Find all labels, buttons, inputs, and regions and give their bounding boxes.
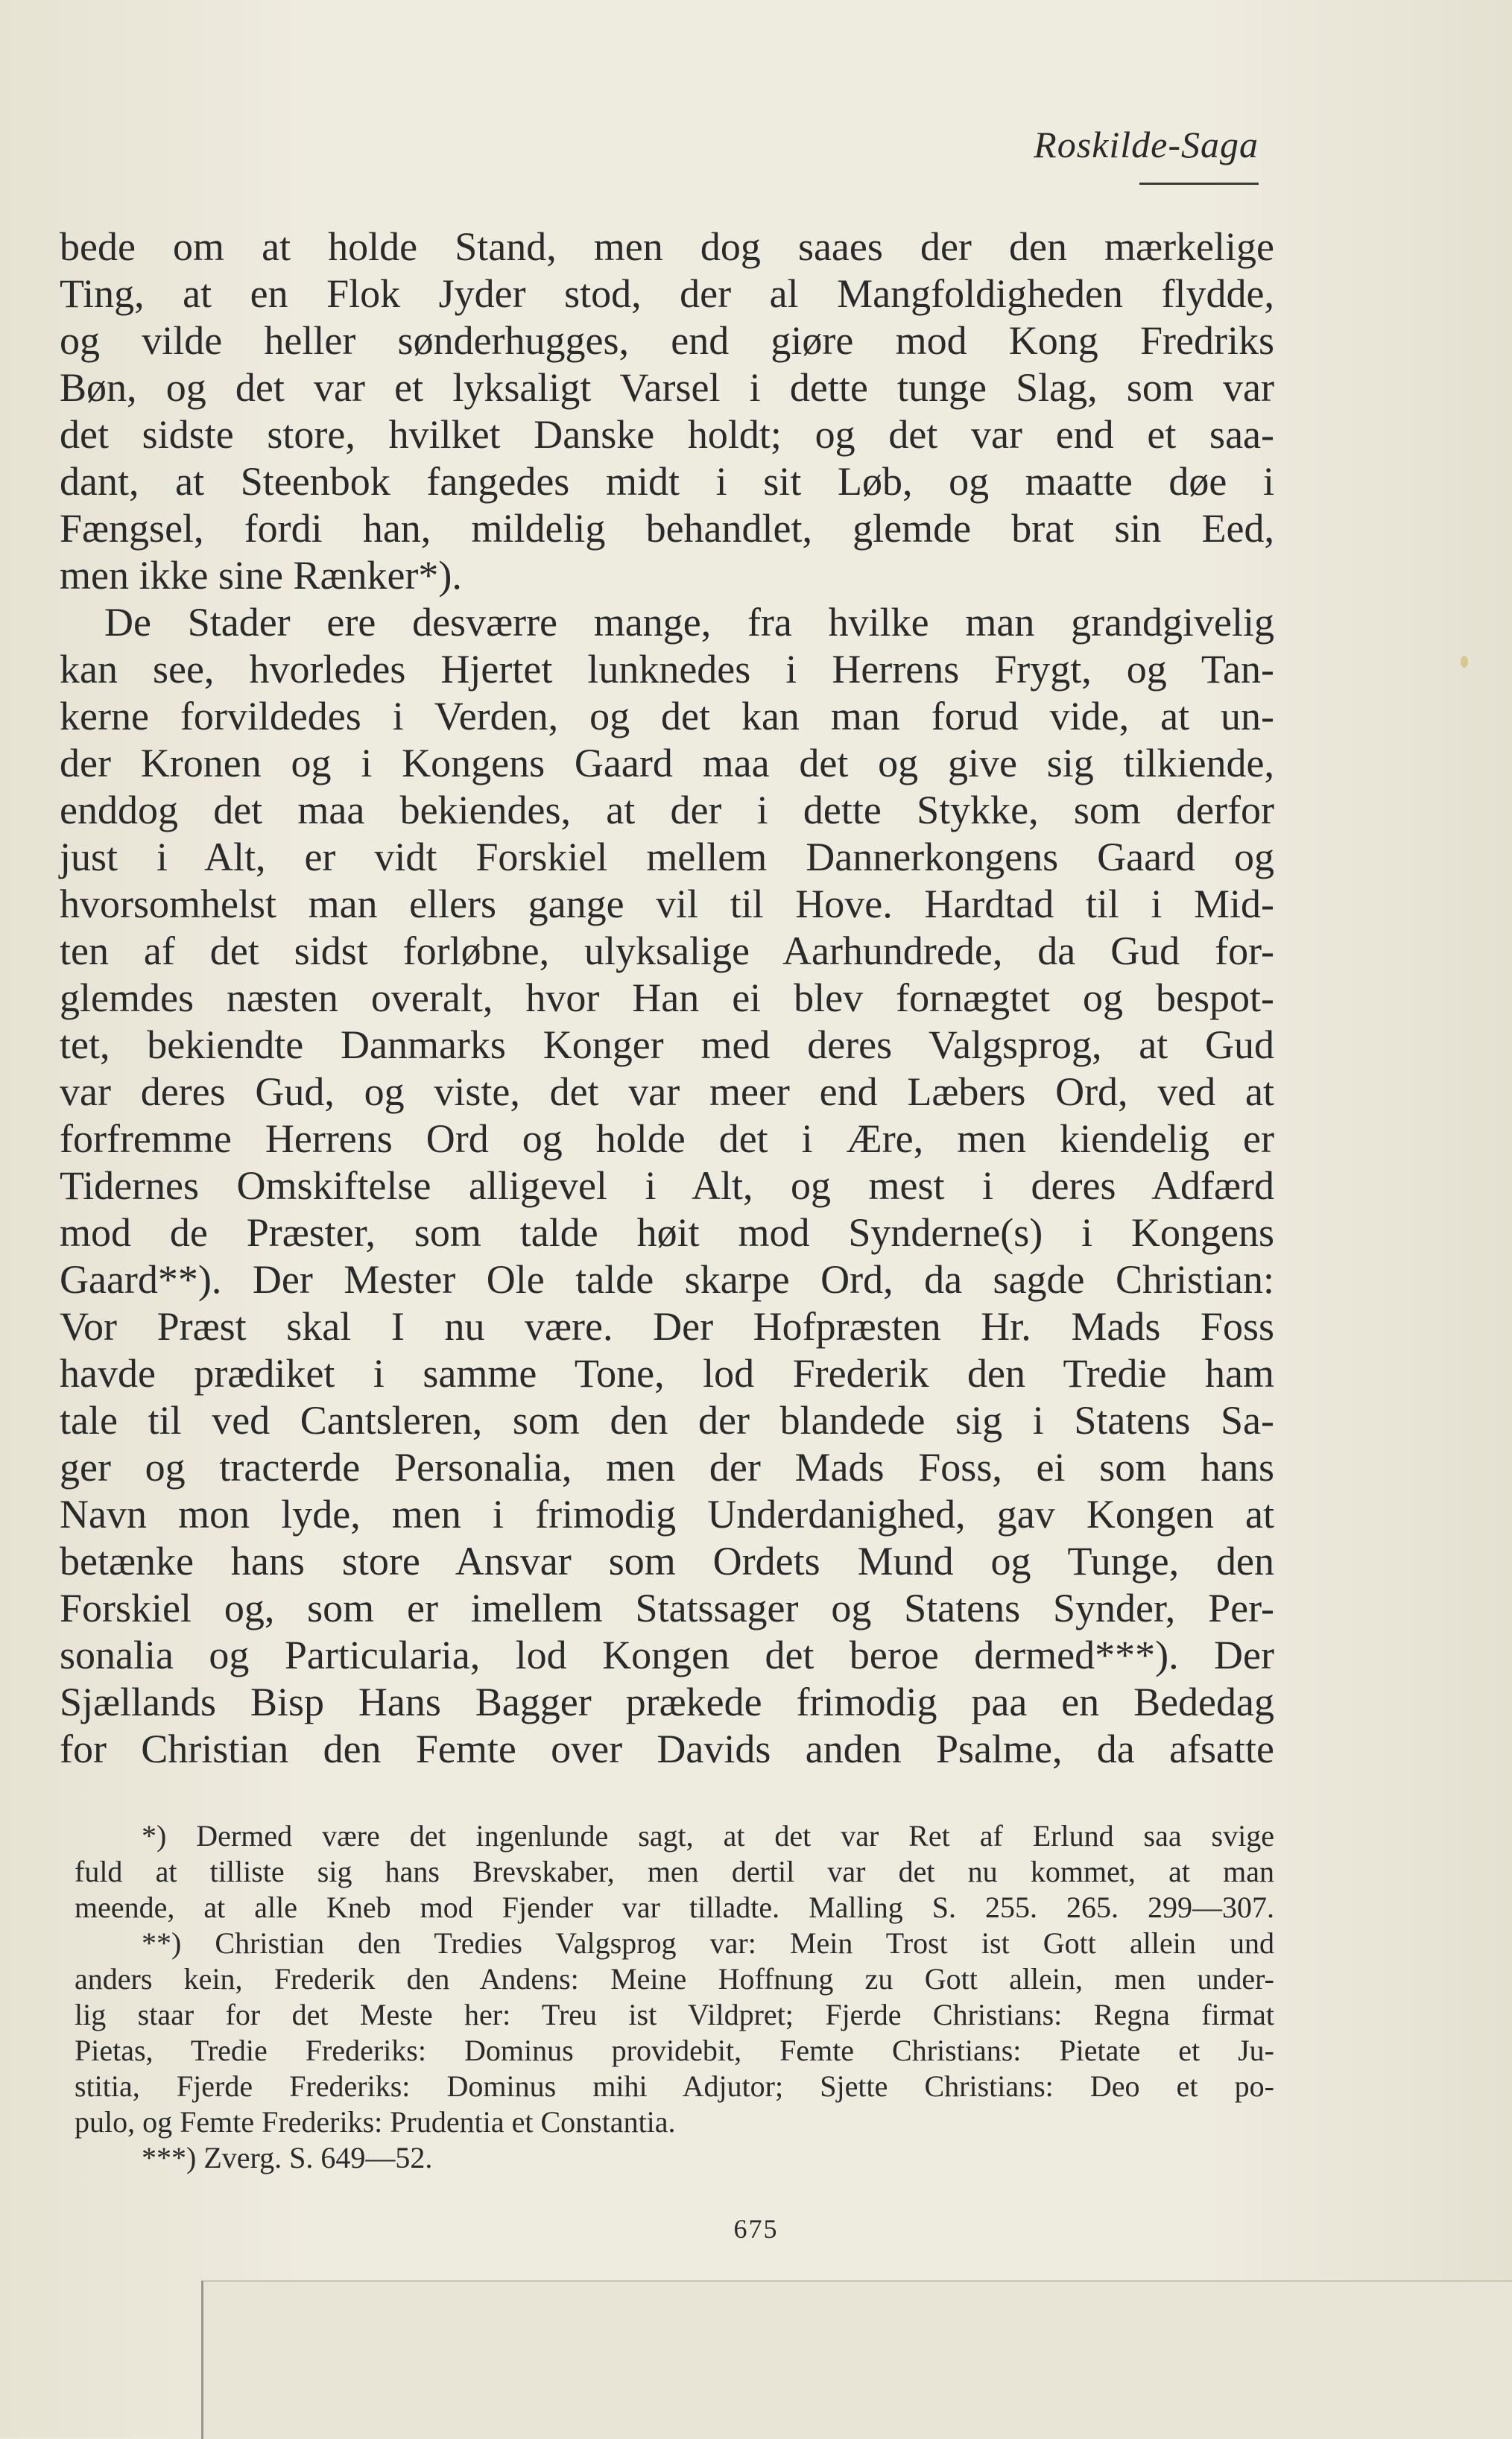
footnote-line: lig staar for det Meste her: Treu ist Vildpret; Fjerde Christians: Regna firmat	[75, 1998, 1274, 2031]
text-line: bede om at holde Stand, men dog saaes der den mærkelige	[60, 224, 1274, 269]
text-line: kan see, hvorledes Hjertet lunknedes i Herrens Frygt, og Tan-	[60, 647, 1274, 692]
text-line: og vilde heller sønderhugges, end giøre mod Kong Fredriks	[60, 318, 1274, 363]
text-line: dant, at Steenbok fangedes midt i sit Løb, og maatte døe i	[60, 459, 1274, 504]
text-line: Navn mon lyde, men i frimodig Underdanighed, gav Kongen at	[60, 1492, 1274, 1537]
text-line: just i Alt, er vidt Forskiel mellem Dannerkongens Gaard og	[60, 835, 1274, 879]
text-line: havde prædiket i samme Tone, lod Frederik den Tredie ham	[60, 1351, 1274, 1396]
text-line: sonalia og Particularia, lod Kongen det beroe dermed***). Der	[60, 1633, 1274, 1677]
text-line: Ting, at en Flok Jyder stod, der al Mangfoldigheden flydde,	[60, 271, 1274, 316]
footnote-line: stitia, Fjerde Frederiks: Dominus mihi Adjutor; Sjette Christians: Deo et po-	[75, 2069, 1274, 2103]
page-bottom-edge	[201, 2280, 1512, 2439]
text-line: tale til ved Cantsleren, som den der blandede sig i Statens Sa-	[60, 1398, 1274, 1443]
text-line: Bøn, og det var et lyksaligt Varsel i dette tunge Slag, som var	[60, 365, 1274, 410]
running-head: Roskilde-Saga	[1034, 124, 1259, 165]
text-line: for Christian den Femte over Davids anden Psalme, da afsatte	[60, 1727, 1274, 1771]
text-line: kerne forvildedes i Verden, og det kan man forud vide, at un-	[60, 694, 1274, 738]
footnote-line: anders kein, Frederik den Andens: Meine Hoffnung zu Gott allein, men under-	[75, 1962, 1274, 1996]
text-line: Forskiel og, som er imellem Statssager og Statens Synder, Per-	[60, 1586, 1274, 1630]
text-line: Tidernes Omskiftelse alligevel i Alt, og mest i deres Adfærd	[60, 1163, 1274, 1208]
text-line: men ikke sine Rænker*).	[60, 553, 462, 598]
text-line: var deres Gud, og viste, det var meer end Læbers Ord, ved at	[60, 1069, 1274, 1114]
footnote-line: Pietas, Tredie Frederiks: Dominus providebit, Femte Christians: Pietate et Ju-	[75, 2034, 1274, 2067]
text-line: forfremme Herrens Ord og holde det i Ære, men kiendelig er	[60, 1116, 1274, 1161]
text-line: betænke hans store Ansvar som Ordets Mund og Tunge, den	[60, 1539, 1274, 1584]
footnote-line: meende, at alle Kneb mod Fjender var tilladte. Malling S. 255. 265. 299—307.	[75, 1891, 1274, 1924]
footnote-line: ***) Zverg. S. 649—52.	[142, 2141, 433, 2174]
footnotes	[75, 1818, 1274, 2176]
header-rule	[1139, 183, 1259, 185]
page-number: 675	[733, 2214, 779, 2244]
footnote-line: *) Dermed være det ingenlunde sagt, at det var Ret af Erlund saa svige	[142, 1819, 1274, 1853]
main-text	[60, 224, 1274, 1773]
text-line: Fængsel, fordi han, mildelig behandlet, glemde brat sin Eed,	[60, 506, 1274, 551]
text-line: ten af det sidst forløbne, ulyksalige Aarhundrede, da Gud for-	[60, 929, 1274, 973]
paper-speck	[1461, 656, 1468, 668]
text-line: der Kronen og i Kongens Gaard maa det og give sig tilkiende,	[60, 741, 1274, 785]
text-line: glemdes næsten overalt, hvor Han ei blev fornægtet og bespot-	[60, 975, 1274, 1020]
paragraph-start-line: De Stader ere desværre mange, fra hvilke man grandgivelig	[104, 600, 1274, 645]
text-line: enddog det maa bekiendes, at der i dette Stykke, som derfor	[60, 788, 1274, 832]
text-line: det sidste store, hvilket Danske holdt; og det var end et saa-	[60, 412, 1274, 457]
text-line: hvorsomhelst man ellers gange vil til Hove. Hardtad til i Mid-	[60, 882, 1274, 926]
text-line: ger og tracterde Personalia, men der Mads Foss, ei som hans	[60, 1445, 1274, 1490]
footnote-line: pulo, og Femte Frederiks: Prudentia et Constantia.	[75, 2105, 676, 2139]
text-line: Gaard**). Der Mester Ole talde skarpe Ord, da sagde Christian:	[60, 1257, 1274, 1302]
text-line: tet, bekiendte Danmarks Konger med deres Valgsprog, at Gud	[60, 1022, 1274, 1067]
text-line: Vor Præst skal I nu være. Der Hofpræsten Hr. Mads Foss	[60, 1304, 1274, 1349]
text-line: mod de Præster, som talde høit mod Synderne(s) i Kongens	[60, 1210, 1274, 1255]
text-line: Sjællands Bisp Hans Bagger prækede frimodig paa en Bededag	[60, 1680, 1274, 1724]
footnote-line: fuld at tilliste sig hans Brevskaber, men dertil var det nu kommet, at man	[75, 1855, 1274, 1888]
footnote-line: **) Christian den Tredies Valgsprog var: Mein Trost ist Gott allein und	[142, 1926, 1274, 1960]
